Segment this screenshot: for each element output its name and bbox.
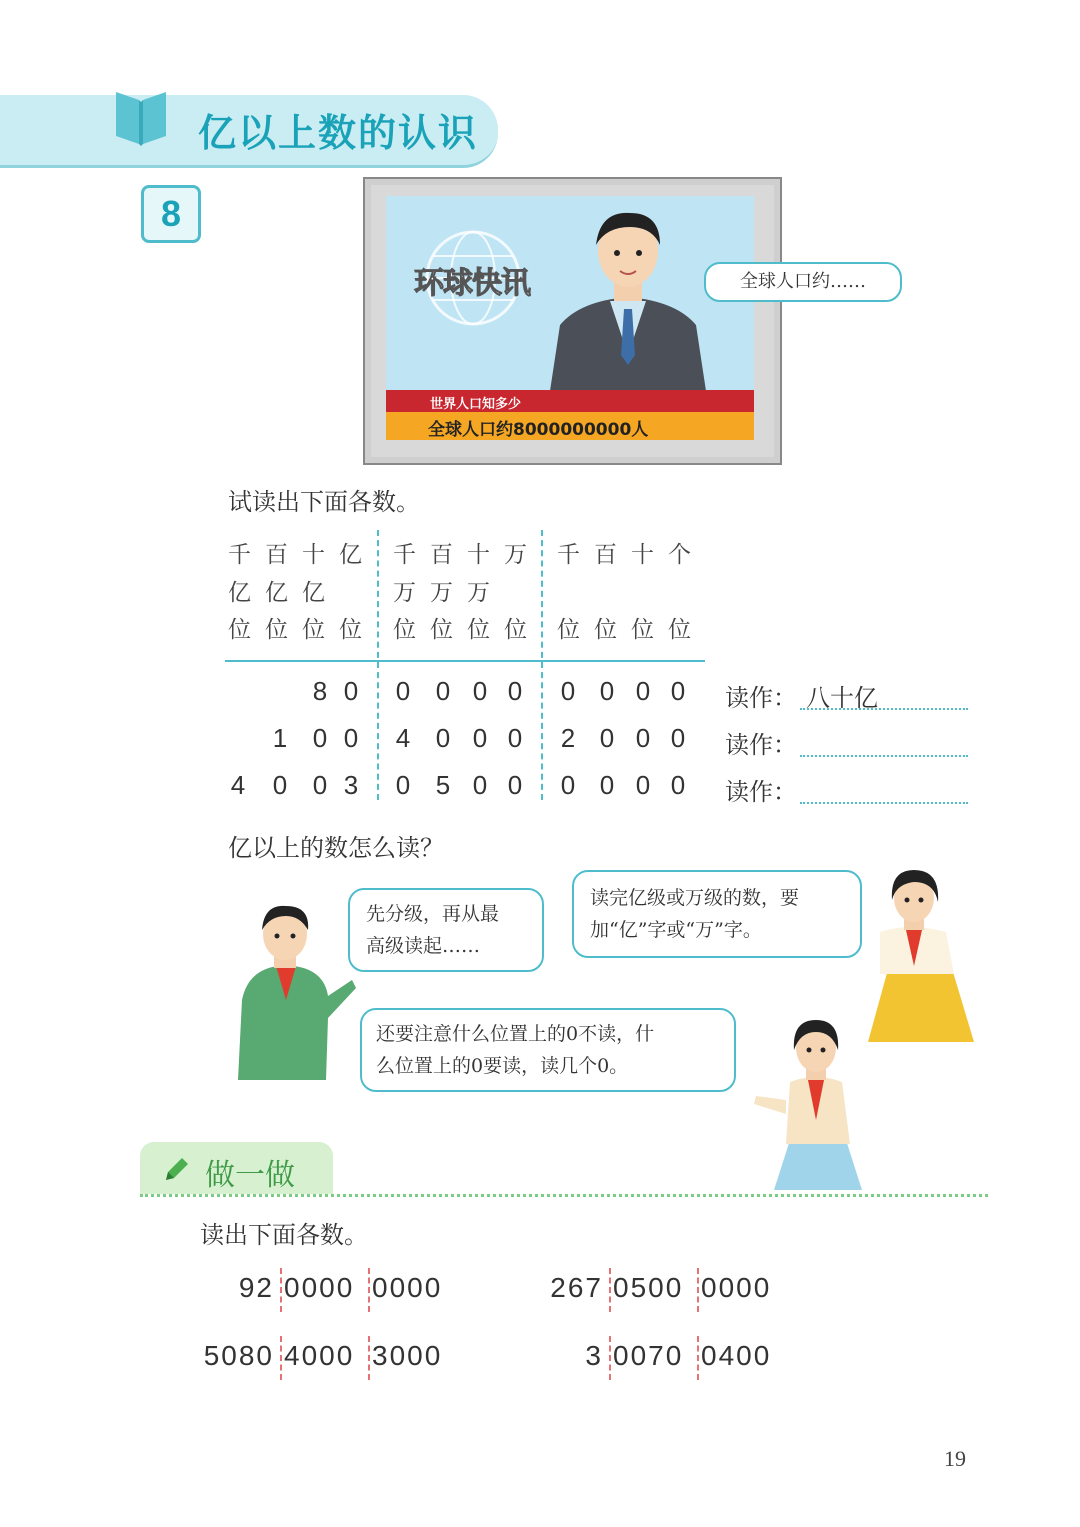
ticker-top-text: 世界人口知多少	[430, 397, 522, 412]
read-as-label: 读作：	[725, 684, 797, 712]
bubble-line: 么位置上的0要读，读几个0。	[376, 1055, 629, 1077]
number-part: 4000	[284, 1340, 355, 1371]
place-value-char: 位	[631, 617, 654, 643]
place-value-char: 位	[393, 617, 416, 643]
tier-separator	[609, 1268, 611, 1312]
table-header-rule	[225, 660, 705, 662]
digit-cell: 0	[312, 723, 328, 753]
number-part: 3000	[372, 1340, 443, 1371]
bubble-line: 高级读起……	[366, 935, 481, 957]
number-part: 3	[585, 1340, 603, 1371]
girl2-speech-bubble	[360, 1008, 736, 1092]
number-part: 0070	[613, 1340, 684, 1371]
place-value-char: 位	[430, 617, 453, 643]
digit-cell: 0	[472, 770, 488, 800]
group-divider	[541, 530, 543, 800]
place-value-char: 位	[228, 617, 251, 643]
tier-separator	[368, 1268, 370, 1312]
place-value-char: 千	[228, 542, 251, 568]
digit-cell: 0	[272, 770, 288, 800]
digit-cell: 0	[435, 676, 451, 706]
place-value-char: 位	[504, 617, 527, 643]
digit-cell: 0	[507, 723, 523, 753]
number-part: 0000	[284, 1272, 355, 1303]
bubble-line: 还要注意什么位置上的0不读，什	[376, 1023, 655, 1045]
digit-cell: 0	[635, 676, 651, 706]
place-value-char: 位	[302, 617, 325, 643]
number-part: 5080	[203, 1340, 274, 1371]
place-value-char: 位	[668, 617, 691, 643]
digit-cell: 0	[560, 770, 576, 800]
do-it-rule	[140, 1194, 988, 1197]
digit-cell: 0	[343, 676, 359, 706]
do-it-intro: 读出下面各数。	[200, 1221, 368, 1249]
tier-separator	[697, 1336, 699, 1380]
digit-cell: 0	[472, 723, 488, 753]
tier-separator	[697, 1268, 699, 1312]
do-it-label: 做一做	[205, 1158, 295, 1193]
place-value-char: 亿	[339, 542, 362, 568]
digit-cell: 0	[599, 770, 615, 800]
tier-separator	[280, 1336, 282, 1380]
place-value-char: 百	[594, 542, 617, 568]
question-text: 亿以上的数怎么读？	[228, 834, 444, 862]
example-number-badge: 8	[141, 185, 201, 243]
place-value-char: 万	[393, 580, 416, 606]
place-value-char: 十	[467, 542, 490, 568]
group-divider	[377, 530, 379, 800]
tv-logo: 环球快讯	[414, 266, 530, 301]
book-icon	[112, 86, 170, 148]
digit-cell: 5	[435, 770, 451, 800]
answer-field[interactable]	[800, 725, 968, 757]
digit-cell: 0	[507, 770, 523, 800]
place-value-char: 万	[430, 580, 453, 606]
bubble-line: 读完亿级或万级的数，要	[590, 887, 800, 909]
digit-cell: 2	[560, 723, 576, 753]
answer-text: 八十亿	[806, 684, 878, 712]
read-as-label: 读作：	[725, 731, 797, 759]
place-value-char: 十	[302, 542, 325, 568]
digit-cell: 8	[312, 676, 328, 706]
answer-field[interactable]	[800, 772, 968, 804]
place-value-char: 个	[668, 542, 691, 568]
boy-illustration	[228, 900, 358, 1080]
digit-cell: 0	[560, 676, 576, 706]
place-value-char: 十	[631, 542, 654, 568]
bubble-line: 先分级，再从最	[366, 903, 500, 925]
digit-cell: 0	[395, 770, 411, 800]
place-value-char: 百	[265, 542, 288, 568]
page-title: 亿以上数的认识	[198, 110, 479, 155]
place-value-char: 亿	[228, 580, 251, 606]
digit-cell: 0	[635, 770, 651, 800]
digit-cell: 4	[395, 723, 411, 753]
exercise-intro: 试读出下面各数。	[228, 488, 420, 516]
digit-cell: 0	[312, 770, 328, 800]
tier-separator	[609, 1336, 611, 1380]
place-value-char: 万	[467, 580, 490, 606]
ticker-bottom-text: 全球人口约8000000000人	[428, 420, 649, 440]
digit-cell: 4	[230, 770, 246, 800]
digit-cell: 0	[507, 676, 523, 706]
tier-separator	[280, 1268, 282, 1312]
place-value-char: 位	[557, 617, 580, 643]
digit-cell: 0	[670, 676, 686, 706]
boy-speech-bubble	[348, 888, 544, 972]
digit-cell: 0	[635, 723, 651, 753]
place-value-char: 亿	[265, 580, 288, 606]
anchor-speech-bubble: 全球人口约……	[704, 262, 902, 302]
number-part: 0500	[613, 1272, 684, 1303]
place-value-char: 千	[393, 542, 416, 568]
digit-cell: 0	[670, 723, 686, 753]
number-part: 0400	[701, 1340, 772, 1371]
number-part: 0000	[372, 1272, 443, 1303]
read-as-label: 读作：	[725, 778, 797, 806]
number-part: 0000	[701, 1272, 772, 1303]
digit-cell: 0	[435, 723, 451, 753]
number-part: 267	[550, 1272, 603, 1303]
place-value-char: 位	[467, 617, 490, 643]
digit-cell: 3	[343, 770, 359, 800]
tier-separator	[368, 1336, 370, 1380]
number-part: 92	[238, 1272, 274, 1303]
girl1-speech-bubble	[572, 870, 862, 958]
pencil-icon	[160, 1154, 192, 1186]
digit-cell: 0	[670, 770, 686, 800]
place-value-char: 千	[557, 542, 580, 568]
place-value-char: 亿	[302, 580, 325, 606]
digit-cell: 1	[272, 723, 288, 753]
girl2-illustration	[750, 1010, 876, 1190]
digit-cell: 0	[395, 676, 411, 706]
digit-cell: 0	[472, 676, 488, 706]
place-value-char: 百	[430, 542, 453, 568]
bubble-line: 加“亿”字或“万”字。	[590, 919, 762, 941]
page-number: 19	[944, 1446, 966, 1471]
digit-cell: 0	[599, 676, 615, 706]
digit-cell: 0	[343, 723, 359, 753]
digit-cell: 0	[599, 723, 615, 753]
news-anchor	[540, 205, 716, 391]
place-value-char: 万	[504, 542, 527, 568]
place-value-char: 位	[339, 617, 362, 643]
place-value-char: 位	[265, 617, 288, 643]
place-value-char: 位	[594, 617, 617, 643]
